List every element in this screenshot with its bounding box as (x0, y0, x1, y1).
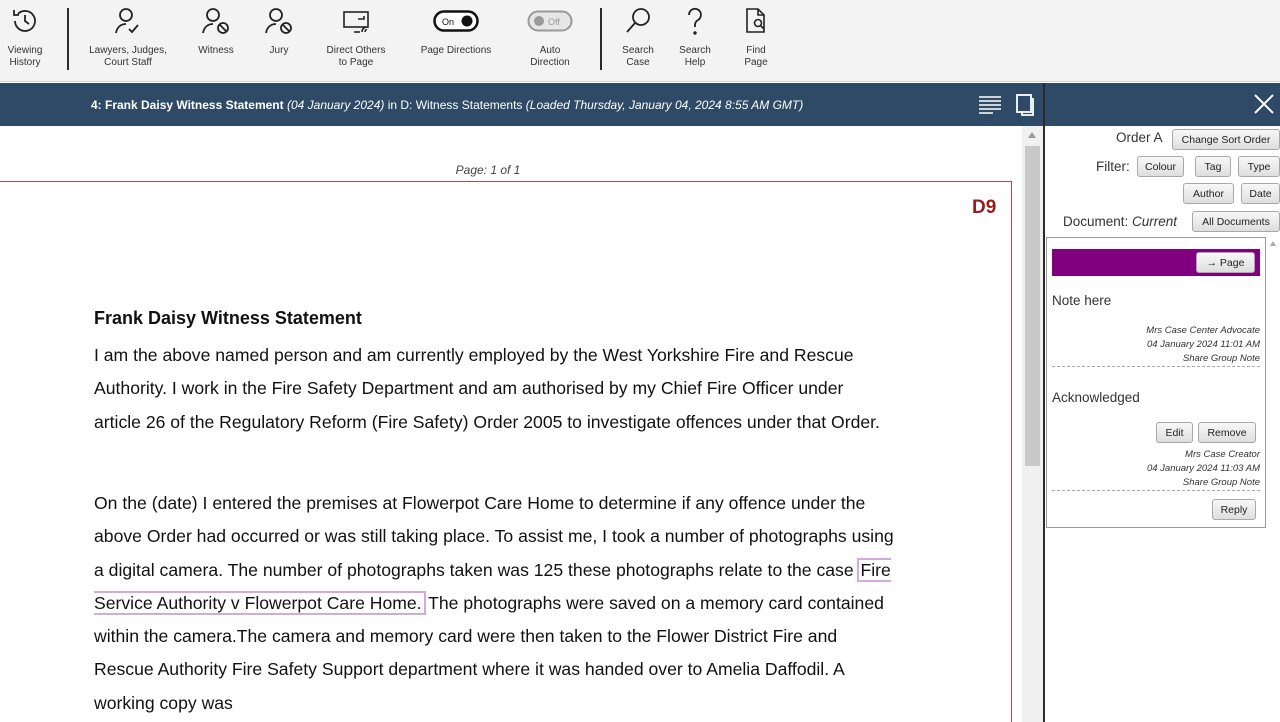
page-label: Page: 1 of 1 (455, 163, 521, 177)
document-viewer (0, 126, 1022, 722)
divider (1052, 490, 1260, 491)
main-toolbar (0, 0, 1280, 82)
notes-scrollbar[interactable] (1267, 237, 1280, 722)
cast-screen-icon (340, 0, 372, 42)
document-heading: Frank Daisy Witness Statement (94, 308, 362, 328)
svg-text:On: On (442, 17, 455, 27)
filter-label: Filter: (1096, 159, 1130, 174)
document-title: 4: Frank Daisy Witness Statement (04 January 2024) in D: Witness Statements (Loaded Thursday, January 04, 2024 8:55 AM GMT) (91, 98, 804, 112)
document-scrollbar[interactable] (1022, 126, 1043, 722)
filter-colour-button[interactable]: Colour (1137, 156, 1184, 177)
close-icon[interactable] (1252, 92, 1276, 116)
change-sort-order-button[interactable]: Change Sort Order (1172, 129, 1280, 150)
notes-panel (1045, 126, 1280, 722)
search-help-button[interactable]: Search Help (673, 0, 717, 80)
document-id: D9 (972, 197, 997, 218)
witness-button[interactable]: Witness (193, 0, 239, 80)
auto-direction-toggle[interactable]: Off Auto Direction (520, 0, 580, 80)
notes-panel-header (1045, 83, 1280, 126)
jury-button[interactable]: Jury (260, 0, 298, 80)
viewing-history-button[interactable]: Viewing History (0, 0, 50, 80)
toolbar-separator (600, 8, 602, 70)
direct-others-button[interactable]: Direct Others to Page (320, 0, 392, 80)
scroll-up-icon[interactable] (1270, 241, 1276, 246)
note-meta: Mrs Case Creator 04 January 2024 11:03 AM Share Group Note (1060, 448, 1260, 490)
filter-tag-button[interactable]: Tag (1195, 156, 1231, 177)
edit-note-button[interactable]: Edit (1156, 422, 1193, 443)
toggle-off-icon (527, 0, 573, 42)
share-group-note-link[interactable]: Share Group Note (1182, 477, 1260, 488)
toggle-on-icon (433, 0, 479, 42)
find-page-icon (740, 0, 772, 42)
document-title-bar (0, 83, 1043, 126)
page-view-icon[interactable] (1012, 91, 1038, 117)
search-case-button[interactable]: Search Case (616, 0, 660, 80)
svg-text:Off: Off (548, 17, 560, 27)
all-documents-button[interactable]: All Documents (1192, 211, 1280, 232)
question-mark-icon (679, 0, 711, 42)
note-text: Note here (1052, 293, 1112, 308)
history-icon (9, 0, 41, 42)
scrollbar-thumb[interactable] (1025, 146, 1040, 466)
search-icon (622, 0, 654, 42)
divider (1052, 366, 1260, 367)
paragraph: On the (date) I entered the premises at Flowerpot Care Home to determine if any offence under the above Order had occurred or was still taking place. To assist me, I took a number of photographs using a digital camera. The number of photographs taken was 125 these photographs relate to the case Fire Service Authority v Flowerpot Care Home. The photographs were saved on a memory card contained within the camera.The camera and memory card were then taken to the Flower District Fire and Rescue Authority Fire Safety Support department where it was handed over to Amelia Daffodil. A working copy was (94, 493, 894, 713)
person-blocked-icon (200, 0, 232, 42)
go-to-page-button[interactable]: → Page (1196, 252, 1255, 273)
lawyers-judges-button[interactable]: Lawyers, Judges, Court Staff (84, 0, 172, 80)
person-check-icon (112, 0, 144, 42)
paragraph: I am the above named person and am currently employed by the West Yorkshire Fire and Rescue Authority. I work in the Fire Safety Department and am authorised by my Chief Fire Officer under article 26 of the Regulatory Reform (Fire Safety) Order 2005 to investigate offences under that Order. (94, 345, 880, 432)
reply-button[interactable]: Reply (1212, 499, 1256, 520)
text-view-icon[interactable] (977, 91, 1003, 117)
notes-list (1046, 237, 1266, 528)
filter-type-button[interactable]: Type (1238, 156, 1280, 177)
person-blocked-icon (263, 0, 295, 42)
toolbar-separator (67, 8, 69, 70)
document-filter-label: Document: Current (1063, 214, 1178, 229)
order-label: Order A (1116, 130, 1163, 145)
find-page-button[interactable]: Find Page (736, 0, 776, 80)
page-directions-toggle[interactable]: On Page Directions (414, 0, 498, 80)
highlighted-annotation[interactable]: Fire Service Authority v Flowerpot Care Home. (94, 559, 891, 613)
share-group-note-link[interactable]: Share Group Note (1182, 353, 1260, 364)
scroll-up-icon[interactable] (1028, 132, 1036, 138)
note-meta: Mrs Case Center Advocate 04 January 2024 11:01 AM Share Group Note (1060, 324, 1260, 366)
remove-note-button[interactable]: Remove (1198, 422, 1256, 443)
note-text: Acknowledged (1052, 390, 1140, 405)
filter-date-button[interactable]: Date (1241, 183, 1280, 204)
filter-author-button[interactable]: Author (1183, 183, 1234, 204)
